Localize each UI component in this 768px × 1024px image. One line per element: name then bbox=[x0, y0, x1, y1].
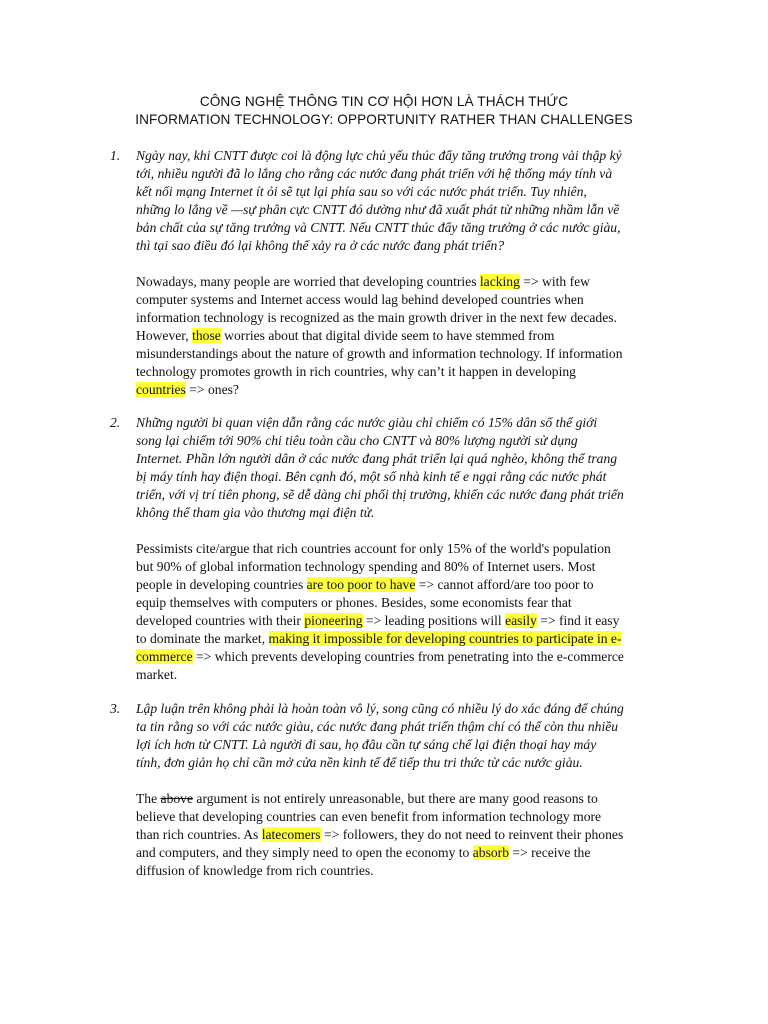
section-number: 2. bbox=[110, 415, 121, 430]
paragraph-line: market. bbox=[136, 667, 178, 682]
paragraph-line: bị máy tính hay điện thoại. Bên cạnh đó, một số nhà kinh tế e ngại rằng các nước phát bbox=[136, 469, 607, 484]
text-run: people in developing countries bbox=[136, 577, 307, 592]
document-title-english: INFORMATION TECHNOLOGY: OPPORTUNITY RATHER THAN CHALLENGES bbox=[135, 112, 633, 127]
section-number: 3. bbox=[110, 701, 121, 716]
highlighted-text: making it impossible for developing countries to participate in e- bbox=[268, 631, 622, 646]
paragraph-line: bản chất của sự tăng trưởng và CNTT. Nếu CNTT thúc đẩy tăng trưởng ở các nước giàu, bbox=[136, 220, 621, 235]
highlighted-text: pioneering bbox=[304, 613, 363, 628]
paragraph-line: believe that developing countries can even benefit from information technology more bbox=[136, 809, 602, 824]
vietnamese-paragraph bbox=[136, 414, 680, 522]
paragraph-line: thì tại sao điều đó lại không thể xảy ra ở các nước đang phát triển? bbox=[136, 238, 505, 253]
text-run: => ones? bbox=[185, 382, 239, 397]
section-1 bbox=[110, 147, 680, 399]
paragraph-line: lợi ích hơn từ CNTT. Là người đi sau, họ đâu cần tự sáng chế lại điện thoại hay máy bbox=[136, 737, 597, 752]
paragraph-line: equip themselves with computers or phones. Besides, some economists fear that bbox=[136, 595, 572, 610]
highlighted-text: easily bbox=[505, 613, 537, 628]
paragraph-line: kết nối mạng Internet ít ỏi sẽ tụt lại phía sau so với các nước phát triển. Tuy nhiên, bbox=[136, 184, 587, 199]
paragraph-line: song lại chiếm tới 90% chi tiêu toàn cầu cho CNTT và 80% lượng người sử dụng bbox=[136, 433, 578, 448]
paragraph-line: Ngày nay, khi CNTT được coi là động lực chủ yếu thúc đẩy tăng trưởng trong vài thập kỷ bbox=[136, 148, 622, 163]
text-run: to dominate the market, bbox=[136, 631, 269, 646]
paragraph-line: computer systems and Internet access would lag behind developed countries when bbox=[136, 292, 584, 307]
text-run: The bbox=[136, 791, 161, 806]
paragraph-line bbox=[136, 273, 680, 291]
text-run: => find it easy bbox=[536, 613, 620, 628]
paragraph-line: ta tin rằng so với các nước giàu, các nước đang phát triển thậm chí có thể còn thu nhiều bbox=[136, 719, 619, 734]
paragraph-line: misunderstandings about the nature of growth and information technology. If information bbox=[136, 346, 623, 361]
paragraph-line: Những người bi quan viện dẫn rằng các nước giàu chỉ chiếm có 15% dân số thế giới bbox=[136, 415, 598, 430]
paragraph-line bbox=[136, 381, 680, 399]
text-run: => followers, they do not need to reinvent their phones bbox=[320, 827, 624, 842]
english-paragraph bbox=[136, 540, 680, 684]
highlighted-text: are too poor to have bbox=[306, 577, 416, 592]
text-run: => cannot afford/are too poor to bbox=[415, 577, 594, 592]
paragraph-line bbox=[136, 826, 680, 844]
paragraph-line: những lo lắng về —sự phân cực CNTT đó dường như đã xuất phát từ những nhầm lẫn về bbox=[136, 202, 620, 217]
paragraph-line: diffusion of knowledge from rich countries. bbox=[136, 863, 374, 878]
highlighted-text: absorb bbox=[472, 845, 509, 860]
paragraph-line bbox=[136, 790, 680, 808]
paragraph-line: Pessimists cite/argue that rich countries account for only 15% of the world's population bbox=[136, 541, 611, 556]
vietnamese-paragraph bbox=[136, 147, 680, 255]
highlighted-text: lacking bbox=[479, 274, 520, 289]
paragraph-line: technology promotes growth in rich countries, why can’t it happen in developing bbox=[136, 364, 576, 379]
paragraph-line bbox=[136, 648, 680, 666]
vietnamese-paragraph bbox=[136, 700, 680, 772]
text-run: argument is not entirely unreasonable, but there are many good reasons to bbox=[193, 791, 598, 806]
english-paragraph bbox=[136, 273, 680, 399]
text-run: and computers, and they simply need to open the economy to bbox=[136, 845, 473, 860]
paragraph-line: không thể tham gia vào thương mại điện tử. bbox=[136, 505, 375, 520]
text-run: However, bbox=[136, 328, 193, 343]
highlighted-text: commerce bbox=[136, 649, 193, 664]
paragraph-line bbox=[136, 630, 680, 648]
paragraph-line bbox=[136, 844, 680, 862]
strikethrough-text: above bbox=[160, 791, 194, 806]
highlighted-text: latecomers bbox=[261, 827, 321, 842]
paragraph-line: triển, với vị trí tiên phong, sẽ dễ dàng chi phối thị trường, khiến các nước đang phát triển bbox=[136, 487, 624, 502]
paragraph-line: Lập luận trên không phải là hoàn toàn vô lý, song cũng có nhiều lý do xác đáng để chúng bbox=[136, 701, 624, 716]
paragraph-line bbox=[136, 576, 680, 594]
english-paragraph bbox=[136, 790, 680, 880]
paragraph-line bbox=[136, 327, 680, 345]
paragraph-line: tới, nhiều người đã lo lắng cho rằng các nước đang phát triển với hệ thống máy tính và bbox=[136, 166, 613, 181]
text-run: Nowadays, many people are worried that developing countries bbox=[136, 274, 480, 289]
paragraph-line: information technology is recognized as the main growth driver in the next few decades. bbox=[136, 310, 617, 325]
text-run: worries about that digital divide seem to have stemmed from bbox=[220, 328, 555, 343]
paragraph-line: but 90% of global information technology spending and 80% of Internet users. Most bbox=[136, 559, 596, 574]
text-run: => which prevents developing countries from penetrating into the e-commerce bbox=[192, 649, 624, 664]
paragraph-line bbox=[136, 612, 680, 630]
section-number: 1. bbox=[110, 148, 121, 163]
text-run: developed countries with their bbox=[136, 613, 305, 628]
paragraph-line: tính, đơn giản họ chỉ cần mở cửa nền kinh tế để tiếp thu tri thức từ các nước giàu. bbox=[136, 755, 583, 770]
document-title-vietnamese: CÔNG NGHỆ THÔNG TIN CƠ HỘI HƠN LÀ THÁCH THỨC bbox=[199, 94, 569, 109]
text-run: => leading positions will bbox=[362, 613, 506, 628]
highlighted-text: countries bbox=[136, 382, 186, 397]
section-2 bbox=[110, 414, 680, 684]
highlighted-text: those bbox=[192, 328, 221, 343]
text-run: => receive the bbox=[509, 845, 591, 860]
text-run: => with few bbox=[519, 274, 590, 289]
section-3 bbox=[110, 700, 680, 880]
paragraph-line: Internet. Phần lớn người dân ở các nước đang phát triển lại quá nghèo, không thể trang bbox=[136, 451, 618, 466]
text-run: than rich countries. As bbox=[136, 827, 262, 842]
